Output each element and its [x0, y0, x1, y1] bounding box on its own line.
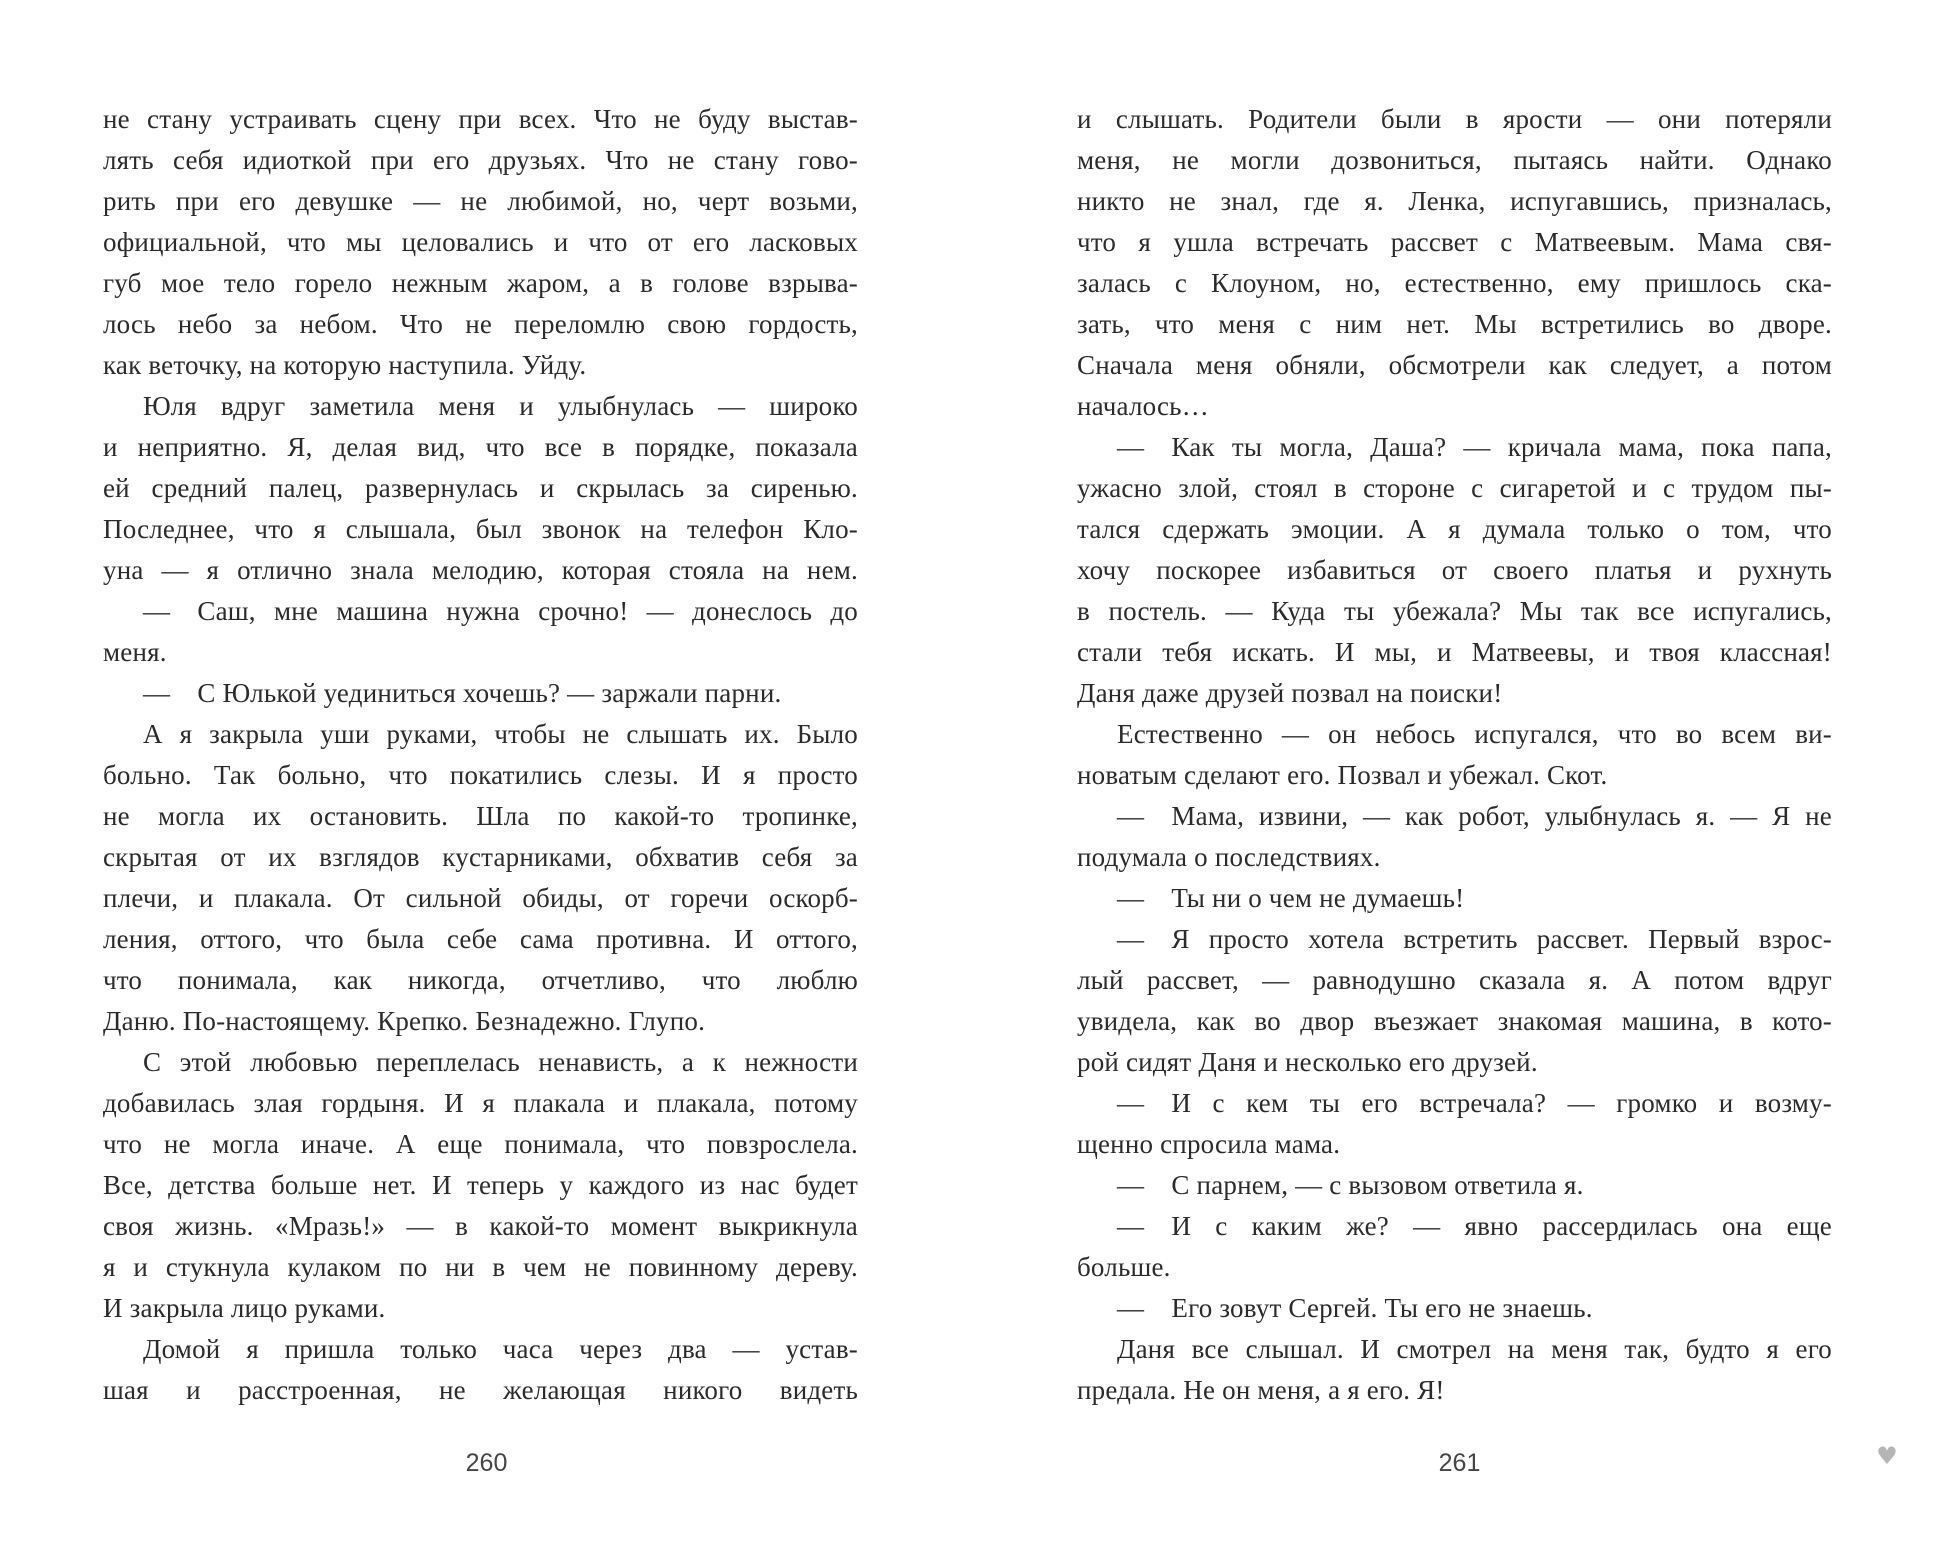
text-line: что не могла иначе. А еще понимала, что повзрослела. — [103, 1129, 858, 1159]
text-line: Даню. По-настоящему. Крепко. Безнадежно. Глупо. — [103, 1006, 706, 1036]
text-line: плечи, и плакала. От сильной обиды, от горечи оскорб- — [103, 883, 858, 913]
text-line: началось… — [1077, 391, 1209, 421]
text-line: — С парнем, — с вызовом ответила я. — [1117, 1170, 1584, 1200]
text-line: официальной, что мы целовались и что от его ласковых — [103, 227, 858, 257]
text-line: предала. Не он меня, а я его. Я! — [1077, 1375, 1445, 1405]
text-line: ужасно злой, стоял в стороне с сигаретой и с трудом пы- — [1077, 473, 1832, 503]
text-line: меня, не могли дозвониться, пытаясь найти. Однако — [1077, 145, 1832, 175]
text-line: И закрыла лицо руками. — [103, 1293, 386, 1323]
text-line: — Его зовут Сергей. Ты его не знаешь. — [1117, 1293, 1593, 1323]
text-line: зать, что меня с ним нет. Мы встретились во дворе. — [1077, 309, 1832, 339]
text-line: щенно спросила мама. — [1077, 1129, 1341, 1159]
text-line: — Саш, мне машина нужна срочно! — донеслось до — [143, 596, 858, 626]
text-line: и неприятно. Я, делая вид, что все в порядке, показала — [103, 432, 858, 462]
text-line: губ мое тело горело нежным жаром, а в голове взрыва- — [103, 268, 858, 298]
text-line: ей средний палец, развернулась и скрылась за сиренью. — [103, 473, 858, 503]
text-line: ления, оттого, что была себе сама противна. И оттого, — [103, 924, 858, 954]
text-line: что понимала, как никогда, отчетливо, что люблю — [103, 965, 858, 995]
text-line: — Как ты могла, Даша? — кричала мама, пока папа, — [1117, 432, 1832, 462]
text-line: рой сидят Даня и несколько его друзей. — [1077, 1047, 1538, 1077]
text-line: увидела, как во двор въезжает знакомая машина, в кото- — [1077, 1006, 1832, 1036]
text-line: как веточку, на которую наступила. Уйду. — [103, 350, 587, 380]
text-line: никто не знал, где я. Ленка, испугавшись, призналась, — [1077, 186, 1832, 216]
text-line: Последнее, что я слышала, был звонок на телефон Кло- — [103, 514, 858, 544]
text-line: что я ушла встречать рассвет с Матвеевым. Мама свя- — [1077, 227, 1832, 257]
text-line: рить при его девушке — не любимой, но, черт возьми, — [103, 186, 858, 216]
text-line: Даня все слышал. И смотрел на меня так, будто я его — [1117, 1334, 1832, 1364]
text-line: — И с каким же? — явно рассердилась она еще — [1117, 1211, 1832, 1241]
text-line: А я закрыла уши руками, чтобы не слышать их. Было — [143, 719, 858, 749]
text-line: не стану устраивать сцену при всех. Что не буду выстав- — [103, 104, 858, 134]
text-line: — И с кем ты его встречала? — громко и возму- — [1117, 1088, 1832, 1118]
text-line: скрытая от их взглядов кустарниками, обхватив себя за — [103, 842, 858, 872]
book-page-left-text — [103, 99, 858, 1411]
text-line: — Ты ни о чем не думаешь! — [1117, 883, 1465, 913]
text-line: — Мама, извини, — как робот, улыбнулась я. — Я не — [1117, 801, 1832, 831]
text-line: меня. — [103, 637, 167, 667]
text-line: добавилась злая гордыня. И я плакала и плакала, потому — [103, 1088, 858, 1118]
text-line: лый рассвет, — равнодушно сказала я. А потом вдруг — [1077, 965, 1832, 995]
text-line: С этой любовью переплелась ненависть, а к нежности — [143, 1047, 858, 1077]
text-line: тался сдержать эмоции. А я думала только о том, что — [1077, 514, 1832, 544]
text-line: Юля вдруг заметила меня и улыбнулась — широко — [143, 391, 858, 421]
text-line: хочу поскорее избавиться от своего платья и рухнуть — [1077, 555, 1832, 585]
text-line: — Я просто хотела встретить рассвет. Первый взрос- — [1117, 924, 1832, 954]
text-line: Естественно — он небось испугался, что во всем ви- — [1117, 719, 1832, 749]
favorite-heart-icon[interactable]: ♥ — [1876, 1442, 1898, 1470]
page-number-right: 261 — [1438, 1449, 1481, 1477]
text-line: своя жизнь. «Мразь!» — в какой-то момент выкрикнула — [103, 1211, 858, 1241]
text-line: новатым сделают его. Позвал и убежал. Скот. — [1077, 760, 1608, 790]
text-line: залась с Клоуном, но, естественно, ему пришлось ска- — [1077, 268, 1832, 298]
text-line: уна — я отлично знала мелодию, которая стояла на нем. — [103, 555, 858, 585]
text-line: подумала о последствиях. — [1077, 842, 1381, 872]
text-line: стали тебя искать. И мы, и Матвеевы, и твоя классная! — [1077, 637, 1832, 667]
text-line: Домой я пришла только часа через два — устав- — [143, 1334, 858, 1364]
text-line: больше. — [1077, 1252, 1171, 1282]
page-number-left: 260 — [465, 1449, 508, 1477]
text-line: я и стукнула кулаком по ни в чем не повинному дереву. — [103, 1252, 858, 1282]
text-line: лось небо за небом. Что не переломлю свою гордость, — [103, 309, 858, 339]
text-line: лять себя идиоткой при его друзьях. Что не стану гово- — [103, 145, 858, 175]
text-line: больно. Так больно, что покатились слезы. И я просто — [103, 760, 858, 790]
book-page-right-text — [1077, 99, 1832, 1411]
text-line: и слышать. Родители были в ярости — они потеряли — [1077, 104, 1832, 134]
text-line: Все, детства больше нет. И теперь у каждого из нас будет — [103, 1170, 858, 1200]
text-line: — С Юлькой уединиться хочешь? — заржали парни. — [143, 678, 782, 708]
text-line: шая и расстроенная, не желающая никого видеть — [103, 1375, 858, 1405]
text-line: Сначала меня обняли, обсмотрели как следует, а потом — [1077, 350, 1832, 380]
text-line: не могла их остановить. Шла по какой-то тропинке, — [103, 801, 858, 831]
text-line: Даня даже друзей позвал на поиски! — [1077, 678, 1503, 708]
text-line: в постель. — Куда ты убежала? Мы так все испугались, — [1077, 596, 1832, 626]
